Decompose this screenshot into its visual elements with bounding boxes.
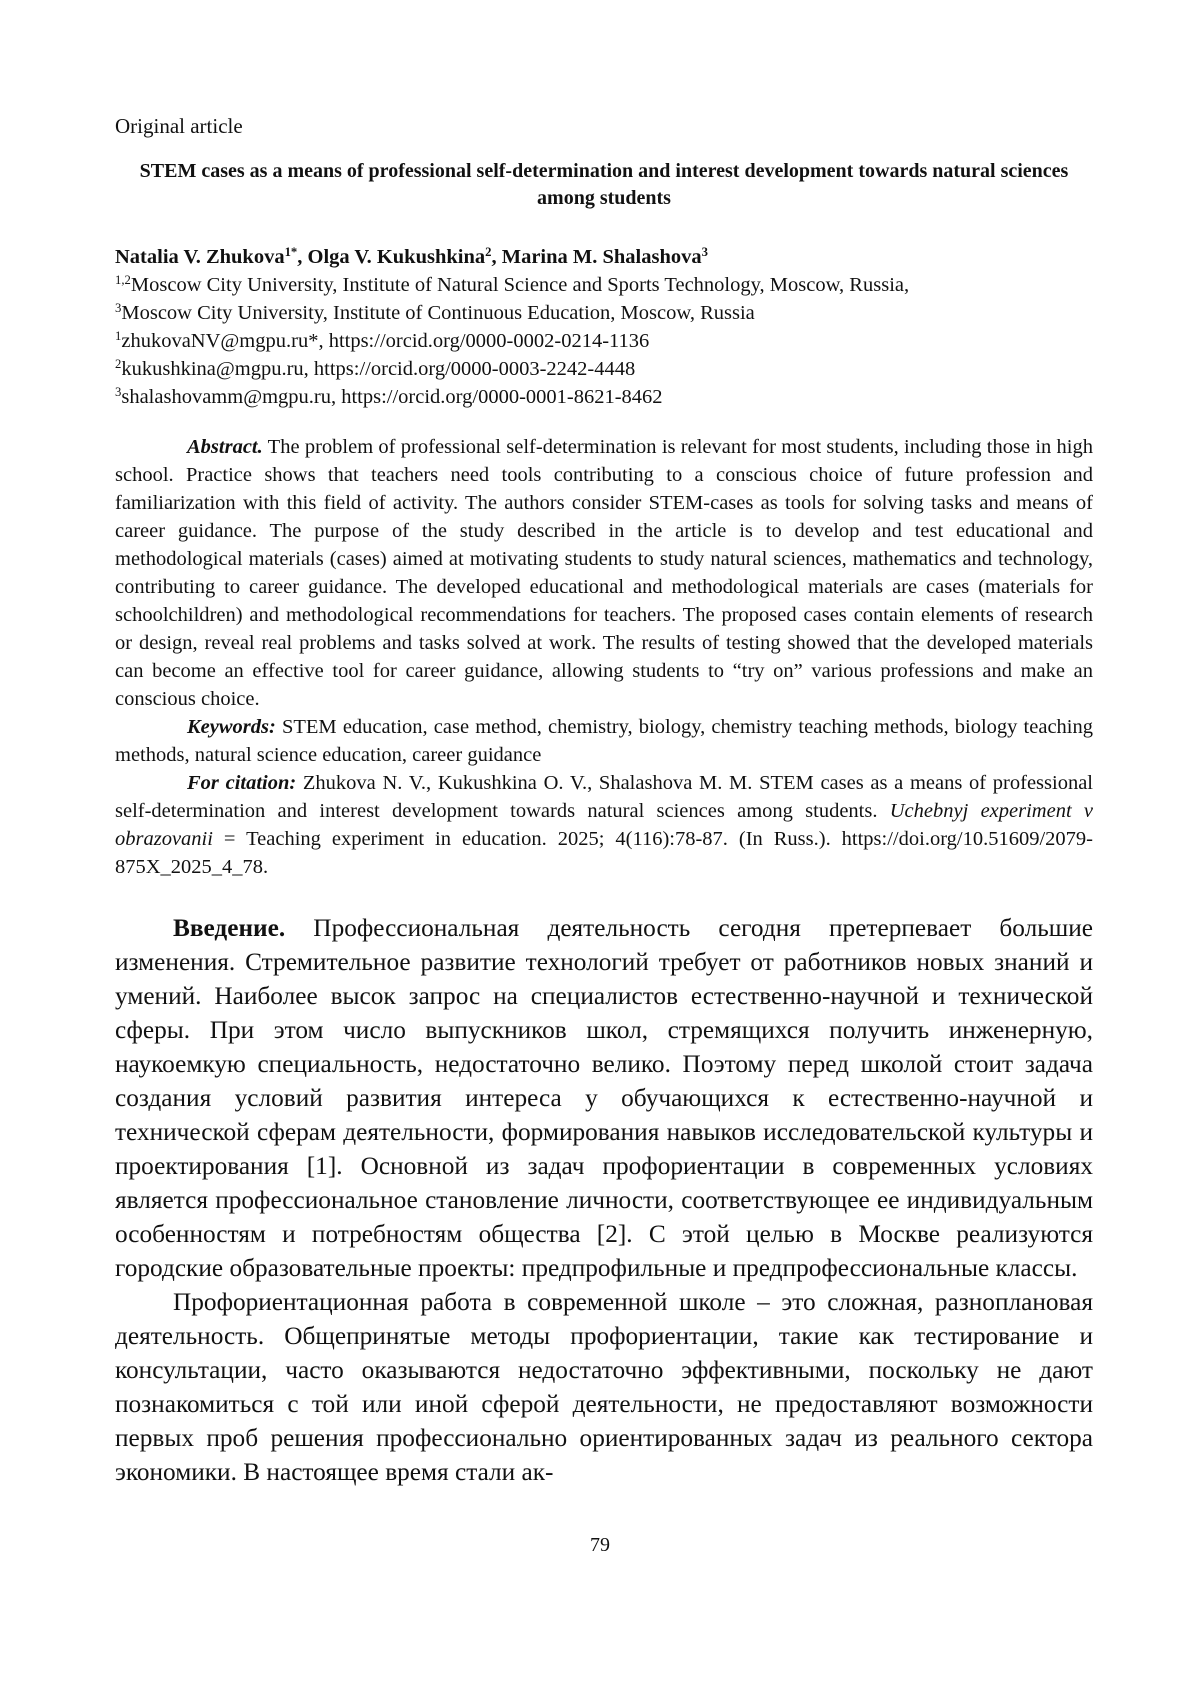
contact-line (115, 327, 1093, 355)
author-superscript: 3 (701, 245, 708, 260)
abstract-paragraph (115, 433, 1093, 713)
section-heading: Введение. (173, 914, 286, 942)
contact-text: zhukovaNV@mgpu.ru*, https://orcid.org/0000-0002-0214-1136 (121, 330, 650, 352)
author-separator: , (297, 246, 308, 268)
contact-text: shalashovamm@mgpu.ru, https://orcid.org/0000-0001-8621-8462 (121, 386, 663, 408)
spacer (115, 411, 1093, 433)
contact-line (115, 355, 1093, 383)
affiliation-line (115, 299, 1093, 327)
contact-superscript: 1 (115, 329, 122, 344)
author-list (115, 244, 1093, 271)
spacer (115, 881, 1093, 911)
page-number: 79 (590, 1534, 610, 1556)
keywords-text: STEM education, case method, chemistry, biology, chemistry teaching methods, biology teaching methods, natural science education, career guidance (115, 716, 1093, 766)
keywords-paragraph (115, 713, 1093, 769)
abstract-label: Abstract. (187, 436, 263, 458)
contact-superscript: 2 (115, 357, 122, 372)
affiliation-superscript: 1,2 (115, 273, 131, 288)
citation-label: For citation: (187, 772, 297, 794)
affiliation-text: Moscow City University, Institute of Continuous Education, Moscow, Russia (121, 302, 755, 324)
affiliation-text: Moscow City University, Institute of Natural Science and Sports Technology, Moscow, Russia, (130, 274, 910, 296)
body-paragraph: Профориентационная работа в современной школе – это сложная, разноплановая деятельность. Общепринятые методы профориентации, такие как тестирование и консультации, часто оказываются недостаточно эффективными, поскольку не дают познакомиться с той или иной сферой деятельности, не предоставляют возможности первых проб решения профессионально ориентированных задач из реального сектора экономики. В настоящее время стали ак- (115, 1288, 1093, 1486)
article-title: STEM cases as a means of professional self-determination and interest development towards natural sciences among students (139, 160, 1069, 209)
body-paragraph (115, 911, 1093, 1285)
author-superscript: 1* (284, 245, 298, 260)
contact-text: kukushkina@mgpu.ru, https://orcid.org/0000-0003-2242-4448 (121, 358, 636, 380)
author-name: Olga V. Kukushkina (307, 246, 486, 268)
citation-text-tail: = Teaching experiment in education. 2025; 4(116):78-87. (In Russ.). https://doi.org/10.51609/2079-875X_2025_4_78. (115, 828, 1093, 878)
author-name: Natalia V. Zhukova (115, 246, 285, 268)
keywords-label: Keywords: (187, 716, 276, 738)
author-separator: , (491, 246, 502, 268)
contact-line (115, 383, 1093, 411)
article-type: Original article (115, 114, 243, 138)
citation-paragraph (115, 769, 1093, 881)
affiliation-line (115, 271, 1093, 299)
contact-superscript: 3 (115, 385, 122, 400)
affiliation-superscript: 3 (115, 301, 122, 316)
citation-journal: Uchebnyj experiment v obrazovanii (115, 800, 1094, 850)
body-paragraph-text: Профессиональная деятельность сегодня претерпевает большие изменения. Стремительное развитие технологий требует от работников новых знаний и умений. Наиболее высок запрос на специалистов естественно-научной и технической сферы. При этом число выпускников школ, стремящихся получить инженерную, наукоемкую специальность, недостаточно велико. Поэтому перед школой стоит задача создания условий развития интереса у обучающихся к естественно-научной и технической сферам деятельности, формирования навыков исследовательской культуры и проектирования [1]. Основной из задач профориентации в современных условиях является профессиональное становление личности, соответствующее ее индивидуальным особенностям и потребностям общества [2]. С этой целью в Москве реализуются городские образовательные проекты: предпрофильные и предпрофессиональные классы. (115, 914, 1093, 1282)
abstract-text: The problem of professional self-determination is relevant for most students, including those in high school. Practice shows that teachers need tools contributing to a conscious choice of future profession and familiarization with this field of activity. The authors consider STEM-cases as tools for solving tasks and means of career guidance. The purpose of the study described in the article is to develop and test educational and methodological materials (cases) aimed at motivating students to study natural sciences, mathematics and technology, contributing to career guidance. The developed educational and methodological materials are cases (materials for schoolchildren) and methodological recommendations for teachers. The proposed cases contain elements of research or design, reveal real problems and tasks solved at work. The results of testing showed that the developed materials can become an effective tool for career guidance, allowing students to “try on” various professions and make an conscious choice. (115, 436, 1093, 710)
author-name: Marina M. Shalashova (501, 246, 702, 268)
citation-text: Zhukova N. V., Kukushkina O. V., Shalashova M. M. STEM cases as a means of professional self-determination and interest development towards natural sciences among students. (115, 772, 1093, 822)
author-superscript: 2 (485, 245, 492, 260)
